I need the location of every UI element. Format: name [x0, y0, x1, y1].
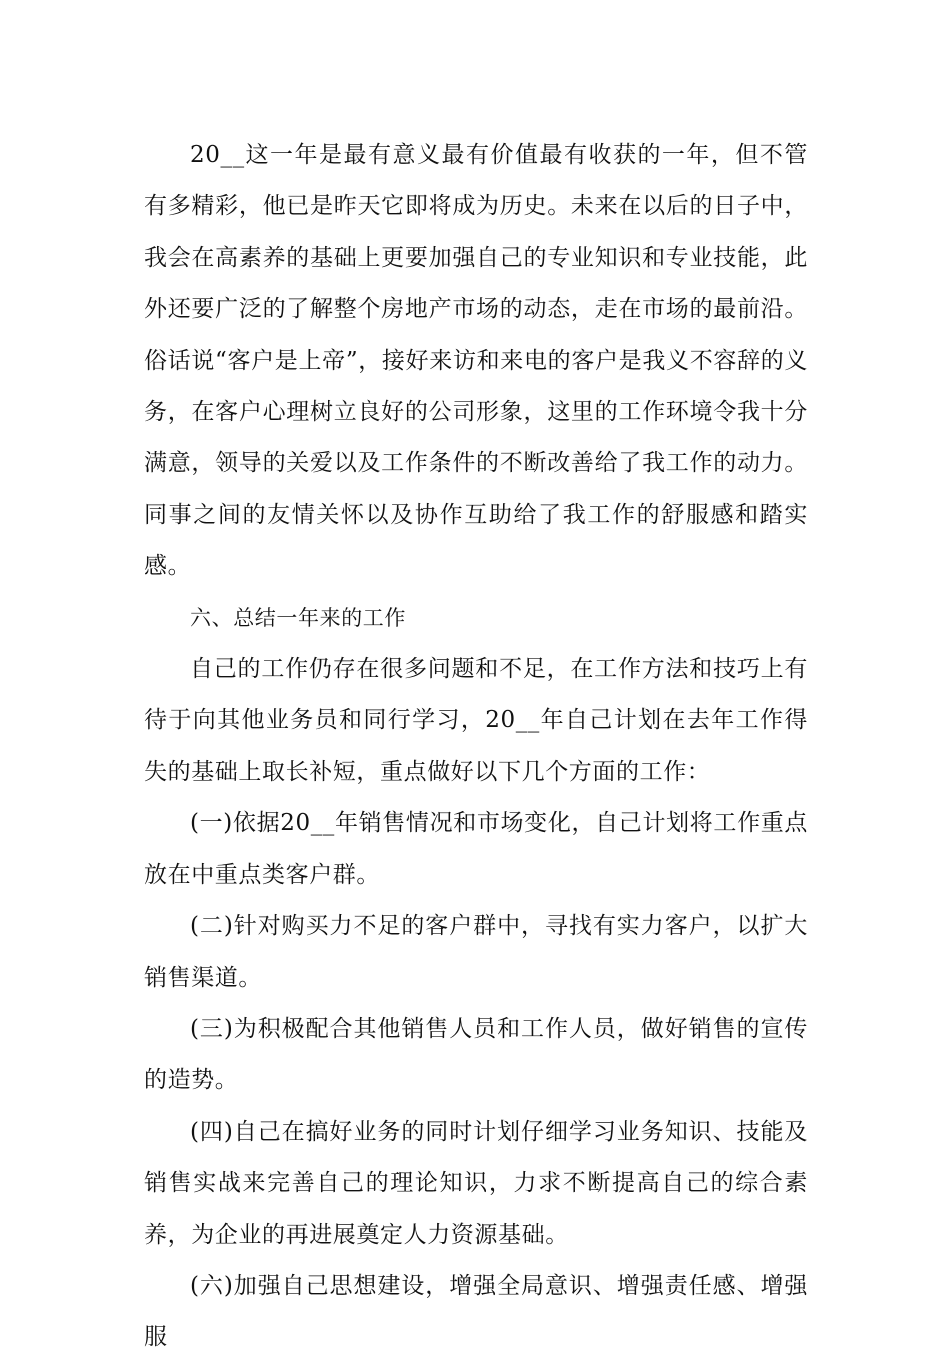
list-item-6: (六)加强自己思想建设，增强全局意识、增强责任感、增强服 [144, 1272, 808, 1351]
document-body [144, 130, 808, 1364]
list-item-2: (二)针对购买力不足的客户群中，寻找有实力客户，以扩大销售渠道。 [144, 913, 808, 991]
paragraph-summary: 20__这一年是最有意义最有价值最有收获的一年，但不管有多精彩，他已是昨天它即将成为历史。未来在以后的日子中，我会在高素养的基础上更要加强自己的专业知识和专业技能，此外还要广泛的了解整个房地产市场的动态，走在市场的最前沿。俗话说“客户是上帝”，接好来访和来电的客户是我义不容辞的义务，在客户心理树立良好的公司形象，这里的工作环境令我十分满意，领导的关爱以及工作条件的不断改善给了我工作的动力。同事之间的友情关怀以及协作互助给了我工作的舒服感和踏实感。 [144, 142, 808, 580]
list-item-4: (四)自己在搞好业务的同时计划仔细学习业务知识、技能及销售实战来完善自己的理论知识，力求不断提高自己的综合素养，为企业的再进展奠定人力资源基础。 [144, 1118, 808, 1248]
paragraph-intro: 自己的工作仍存在很多问题和不足，在工作方法和技巧上有待于向其他业务员和同行学习，20__年自己计划在去年工作得失的基础上取长补短，重点做好以下几个方面的工作： [144, 656, 808, 785]
list-item-3: (三)为积极配合其他销售人员和工作人员，做好销售的宣传的造势。 [144, 1015, 808, 1094]
list-item-1: (一)依据20__年销售情况和市场变化，自己计划将工作重点放在中重点类客户群。 [144, 810, 808, 888]
section-heading: 六、总结一年来的工作 [190, 605, 406, 630]
